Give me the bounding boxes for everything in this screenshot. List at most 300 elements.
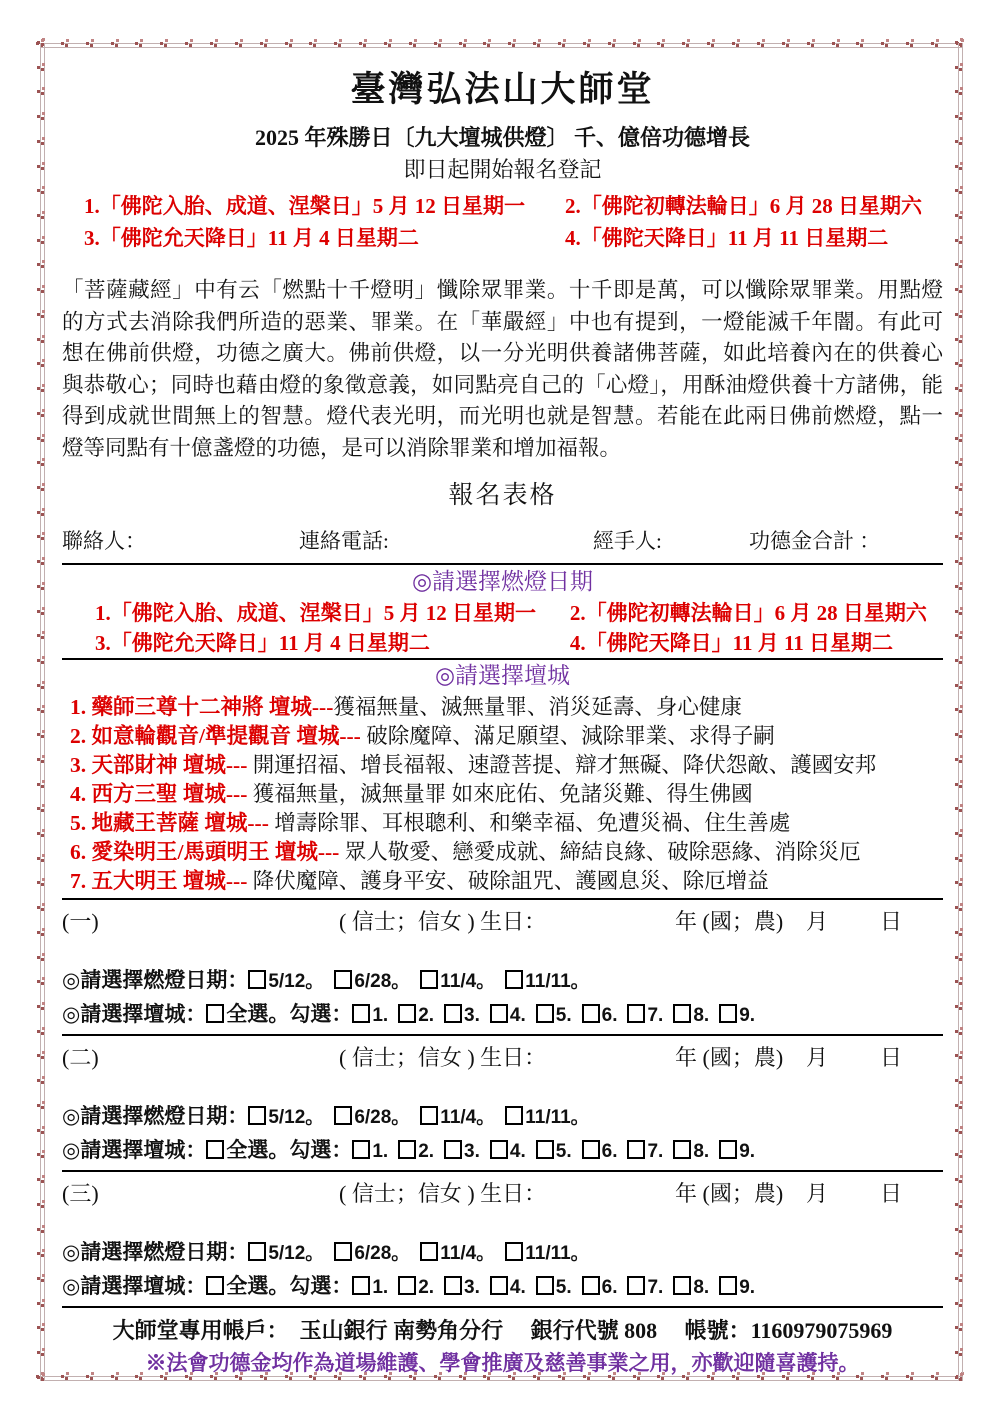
mandala-option-label: 9. bbox=[739, 1141, 756, 1162]
person-index: (三) bbox=[62, 1181, 99, 1206]
person-index: (一) bbox=[62, 909, 99, 934]
merit-usage-note: ※法會功德金均作為道場維護、學會推廣及慈善事業之用，亦歡迎隨喜護持。 bbox=[145, 1351, 860, 1375]
handler-label: 經手人: bbox=[593, 529, 662, 553]
mandala-benefits: 降伏魔障、護身平安、破除詛咒、護國息災、除厄增益 bbox=[247, 869, 769, 893]
floral-motif-icon bbox=[959, 1180, 962, 1183]
mandala-name: 6. 愛染明王/馬頭明王 壇城--- bbox=[70, 840, 340, 864]
lamp-dates-list-form bbox=[62, 598, 943, 658]
devotee-type-label: ( 信士；信女 ) 生日： bbox=[339, 1045, 547, 1070]
floral-motif-icon bbox=[811, 44, 814, 47]
person-index: (二) bbox=[62, 1045, 99, 1070]
mandala-choice-row bbox=[62, 1272, 943, 1302]
floral-motif-icon bbox=[41, 463, 44, 466]
select-all-label: 全選。勾選： bbox=[226, 1002, 353, 1026]
floral-motif-icon bbox=[786, 1377, 789, 1380]
floral-motif-icon bbox=[959, 439, 962, 442]
floral-motif-icon bbox=[289, 1377, 292, 1380]
floral-motif-icon bbox=[959, 241, 962, 244]
registrant-sections bbox=[62, 907, 943, 1308]
floral-motif-icon bbox=[959, 1304, 962, 1307]
floral-motif-icon bbox=[41, 661, 44, 664]
floral-motif-icon bbox=[41, 265, 44, 268]
floral-motif-icon bbox=[761, 44, 764, 47]
registration-open-line: 即日起開始報名登記 bbox=[403, 157, 602, 182]
checkbox[interactable] bbox=[673, 1276, 691, 1295]
checkbox[interactable] bbox=[420, 1106, 438, 1125]
mandala-option-label: 6. bbox=[601, 1005, 618, 1026]
floral-motif-icon bbox=[959, 315, 962, 318]
checkbox[interactable] bbox=[505, 1106, 523, 1125]
floral-motif-icon bbox=[959, 1032, 962, 1035]
checkbox[interactable] bbox=[352, 1140, 370, 1159]
floral-motif-icon bbox=[959, 1081, 962, 1084]
floral-motif-icon bbox=[90, 44, 93, 47]
mandala-item bbox=[70, 867, 943, 896]
year-label: 年 (國；農) bbox=[675, 1181, 784, 1206]
floral-motif-icon bbox=[959, 982, 962, 985]
floral-motif-icon bbox=[959, 488, 962, 491]
floral-motif-icon bbox=[239, 1377, 242, 1380]
checkbox[interactable] bbox=[505, 1242, 523, 1261]
floral-motif-icon bbox=[41, 834, 44, 837]
floral-motif-icon bbox=[836, 1377, 839, 1380]
floral-motif-icon bbox=[537, 1377, 540, 1380]
floral-motif-icon bbox=[338, 44, 341, 47]
checkbox[interactable] bbox=[334, 1106, 352, 1125]
mandala-option-label: 8. bbox=[693, 1005, 710, 1026]
checkbox[interactable] bbox=[444, 1004, 462, 1023]
checkbox[interactable] bbox=[398, 1276, 416, 1295]
lamp-option-label: 11/11。 bbox=[525, 1107, 590, 1128]
floral-motif-icon bbox=[164, 44, 167, 47]
floral-motif-icon bbox=[463, 44, 466, 47]
lamp-date: 2.「佛陀初轉法輪日」6 月 28 日星期六 bbox=[569, 601, 927, 625]
floral-motif-icon bbox=[313, 1377, 316, 1380]
floral-motif-icon bbox=[959, 760, 962, 763]
floral-motif-icon bbox=[214, 1377, 217, 1380]
floral-motif-icon bbox=[41, 43, 44, 46]
border-right bbox=[958, 43, 963, 1381]
floral-motif-icon bbox=[40, 44, 43, 47]
floral-motif-icon bbox=[487, 44, 490, 47]
lamp-date: 3.「佛陀允天降日」11 月 4 日星期二 bbox=[84, 226, 419, 250]
lamp-option-label: 11/4。 bbox=[440, 1107, 496, 1128]
checkbox[interactable] bbox=[248, 1242, 266, 1261]
floral-motif-icon bbox=[41, 883, 44, 886]
floral-motif-icon bbox=[959, 859, 962, 862]
floral-motif-icon bbox=[959, 636, 962, 639]
floral-motif-icon bbox=[959, 1378, 962, 1381]
floral-motif-icon bbox=[338, 1377, 341, 1380]
floral-motif-icon bbox=[41, 1254, 44, 1257]
floral-motif-icon bbox=[512, 1377, 515, 1380]
person-header-row bbox=[62, 907, 943, 937]
mandala-option-label: 2. bbox=[418, 1277, 435, 1298]
lamp-date: 4.「佛陀天降日」11 月 11 日星期二 bbox=[569, 631, 894, 655]
lamp-option-label: 11/4。 bbox=[440, 1243, 496, 1264]
floral-motif-icon bbox=[313, 44, 316, 47]
floral-motif-icon bbox=[959, 1353, 962, 1356]
checkbox[interactable] bbox=[398, 1140, 416, 1159]
mandala-name: 3. 天部財神 壇城--- bbox=[70, 753, 248, 777]
mandala-option-label: 7. bbox=[647, 1141, 664, 1162]
floral-motif-icon bbox=[959, 216, 962, 219]
mandala-name: 7. 五大明王 壇城--- bbox=[70, 869, 248, 893]
floral-motif-icon bbox=[959, 562, 962, 565]
floral-motif-icon bbox=[959, 1279, 962, 1282]
merit-total-label: 功德金合計 ： bbox=[749, 529, 881, 553]
lamp-option-label: 11/11。 bbox=[525, 971, 590, 992]
floral-motif-icon bbox=[959, 1230, 962, 1233]
month-label: 月 bbox=[806, 1045, 829, 1070]
checkbox[interactable] bbox=[719, 1004, 737, 1023]
floral-motif-icon bbox=[959, 908, 962, 911]
checkbox[interactable] bbox=[719, 1140, 737, 1159]
floral-motif-icon bbox=[512, 44, 515, 47]
floral-motif-icon bbox=[41, 1230, 44, 1233]
floral-motif-icon bbox=[959, 612, 962, 615]
mandala-option-label: 1. bbox=[372, 1141, 389, 1162]
floral-motif-icon bbox=[41, 439, 44, 442]
floral-motif-icon bbox=[41, 1081, 44, 1084]
floral-motif-icon bbox=[910, 1377, 913, 1380]
mandala-options bbox=[352, 1002, 765, 1026]
floral-motif-icon bbox=[438, 44, 441, 47]
floral-motif-icon bbox=[959, 414, 962, 417]
checkbox[interactable] bbox=[536, 1140, 554, 1159]
mandala-select-label: ◎請選擇壇城： bbox=[62, 1274, 207, 1298]
mandala-item bbox=[70, 780, 943, 809]
floral-motif-icon bbox=[264, 1377, 267, 1380]
lamp-date: 4.「佛陀天降日」11 月 11 日星期二 bbox=[565, 226, 889, 250]
floral-motif-icon bbox=[736, 44, 739, 47]
person-section bbox=[62, 907, 943, 1036]
floral-motif-icon bbox=[41, 1032, 44, 1035]
floral-motif-icon bbox=[959, 191, 962, 194]
floral-motif-icon bbox=[959, 43, 962, 46]
floral-motif-icon bbox=[959, 735, 962, 738]
floral-motif-icon bbox=[41, 1378, 44, 1381]
floral-motif-icon bbox=[41, 513, 44, 516]
floral-motif-icon bbox=[935, 44, 938, 47]
year-label: 年 (國；農) bbox=[675, 1045, 784, 1070]
document-content bbox=[62, 70, 943, 1377]
select-all-label: 全選。勾選： bbox=[226, 1138, 353, 1162]
form-title: 報名表格 bbox=[448, 482, 557, 509]
floral-motif-icon bbox=[885, 44, 888, 47]
mandala-name: 1. 藥師三尊十二神將 壇城--- bbox=[70, 695, 334, 719]
mandala-option-label: 5. bbox=[555, 1277, 572, 1298]
floral-motif-icon bbox=[41, 1205, 44, 1208]
floral-motif-icon bbox=[959, 92, 962, 95]
bank-account-line: 大師堂專用帳戶： 玉山銀行 南勢角分行 銀行代號 808 帳號：1160979075969 bbox=[112, 1318, 893, 1343]
contact-info-row bbox=[62, 526, 943, 556]
floral-motif-icon bbox=[761, 1377, 764, 1380]
floral-motif-icon bbox=[711, 1377, 714, 1380]
day-label: 日 bbox=[880, 1181, 903, 1206]
floral-motif-icon bbox=[959, 1131, 962, 1134]
lamp-date-choice-row bbox=[62, 966, 943, 996]
floral-motif-icon bbox=[587, 44, 590, 47]
floral-motif-icon bbox=[388, 1377, 391, 1380]
floral-motif-icon bbox=[41, 735, 44, 738]
divider bbox=[62, 1034, 943, 1036]
mandala-option-label: 5. bbox=[555, 1005, 572, 1026]
floral-motif-icon bbox=[41, 562, 44, 565]
floral-motif-icon bbox=[41, 1056, 44, 1059]
select-all-checkbox[interactable] bbox=[206, 1140, 224, 1159]
floral-motif-icon bbox=[562, 44, 565, 47]
floral-motif-icon bbox=[41, 537, 44, 540]
floral-motif-icon bbox=[41, 340, 44, 343]
floral-motif-icon bbox=[214, 44, 217, 47]
checkbox[interactable] bbox=[420, 970, 438, 989]
floral-motif-icon bbox=[959, 661, 962, 664]
floral-motif-icon bbox=[41, 710, 44, 713]
mandala-option-label: 3. bbox=[464, 1005, 480, 1026]
mandala-benefits: 破除魔障、滿足願望、減除罪業、求得子嗣 bbox=[360, 724, 775, 748]
checkbox[interactable] bbox=[248, 1106, 266, 1125]
floral-motif-icon bbox=[959, 389, 962, 392]
border-left bbox=[40, 43, 45, 1381]
floral-motif-icon bbox=[959, 290, 962, 293]
floral-motif-icon bbox=[959, 1328, 962, 1331]
lamp-option-label: 11/11。 bbox=[525, 1243, 590, 1264]
checkbox[interactable] bbox=[582, 1004, 600, 1023]
checkbox[interactable] bbox=[505, 970, 523, 989]
checkbox[interactable] bbox=[352, 1004, 370, 1023]
floral-motif-icon bbox=[959, 117, 962, 120]
person-header-row bbox=[62, 1179, 943, 1209]
floral-motif-icon bbox=[239, 44, 242, 47]
floral-motif-icon bbox=[41, 364, 44, 367]
checkbox[interactable] bbox=[627, 1004, 645, 1023]
lamp-option-label: 6/28。 bbox=[354, 971, 411, 992]
floral-motif-icon bbox=[661, 1377, 664, 1380]
mandala-option-label: 6. bbox=[601, 1277, 618, 1298]
lamp-options bbox=[248, 1104, 599, 1128]
lamp-select-label: ◎請選擇燃燈日期： bbox=[62, 1104, 249, 1128]
lamp-option-label: 5/12。 bbox=[268, 1243, 325, 1264]
floral-motif-icon bbox=[41, 908, 44, 911]
floral-motif-icon bbox=[41, 785, 44, 788]
person-header-row bbox=[62, 1043, 943, 1073]
mandala-list bbox=[62, 693, 943, 896]
divider bbox=[62, 1306, 943, 1308]
floral-motif-icon bbox=[289, 44, 292, 47]
mandala-choice-row bbox=[62, 1136, 943, 1166]
contact-phone-label: 連絡電話: bbox=[299, 529, 389, 553]
checkbox[interactable] bbox=[719, 1276, 737, 1295]
divider bbox=[62, 563, 943, 565]
floral-motif-icon bbox=[65, 44, 68, 47]
mandala-choice-row bbox=[62, 1000, 943, 1030]
mandala-select-label: ◎請選擇壇城： bbox=[62, 1138, 207, 1162]
event-subtitle: 2025 年殊勝日〔九大壇城供燈〕 千、億倍功德增長 bbox=[254, 125, 750, 150]
floral-motif-icon bbox=[612, 44, 615, 47]
floral-motif-icon bbox=[41, 1279, 44, 1282]
floral-motif-icon bbox=[959, 463, 962, 466]
floral-motif-icon bbox=[959, 68, 962, 71]
floral-motif-icon bbox=[41, 1106, 44, 1109]
lamp-option-label: 5/12。 bbox=[268, 971, 325, 992]
checkbox[interactable] bbox=[673, 1004, 691, 1023]
floral-motif-icon bbox=[41, 760, 44, 763]
floral-motif-icon bbox=[164, 1377, 167, 1380]
mandala-option-label: 4. bbox=[509, 1277, 526, 1298]
mandala-option-label: 7. bbox=[647, 1277, 664, 1298]
floral-motif-icon bbox=[413, 44, 416, 47]
intro-paragraph: 「菩薩藏經」中有云「燃點十千燈明」懺除眾罪業。十千即是萬，可以懺除眾罪業。用點燈的方式去消除我們所造的惡業、罪業。在「華嚴經」中也有提到，一燈能滅千年闇。有此可想在佛前供燈，功德之廣大。佛前供燈，以一分光明供養諸佛菩薩，如此培養內在的供養心與恭敬心；同時也藉由燈的象徵意義，如同點亮自己的「心燈」，用酥油燈供養十方諸佛，能得到成就世間無上的智慧。燈代表光明，而光明也就是智慧。若能在此兩日佛前燃燈，點一燈等同點有十億盞燈的功德，是可以消除罪業和增加福報。 bbox=[62, 278, 943, 460]
select-all-checkbox[interactable] bbox=[206, 1276, 224, 1295]
devotee-type-label: ( 信士；信女 ) 生日： bbox=[339, 1181, 547, 1206]
mandala-option-label: 4. bbox=[509, 1141, 526, 1162]
month-label: 月 bbox=[806, 1181, 829, 1206]
floral-motif-icon bbox=[41, 1304, 44, 1307]
checkbox[interactable] bbox=[398, 1004, 416, 1023]
floral-motif-icon bbox=[363, 44, 366, 47]
floral-motif-icon bbox=[959, 1007, 962, 1010]
floral-motif-icon bbox=[40, 1377, 43, 1380]
floral-motif-icon bbox=[661, 44, 664, 47]
checkbox[interactable] bbox=[582, 1276, 600, 1295]
checkbox[interactable] bbox=[582, 1140, 600, 1159]
floral-motif-icon bbox=[41, 587, 44, 590]
floral-motif-icon bbox=[959, 1106, 962, 1109]
floral-motif-icon bbox=[686, 1377, 689, 1380]
floral-motif-icon bbox=[41, 92, 44, 95]
lamp-option-label: 6/28。 bbox=[354, 1243, 411, 1264]
day-label: 日 bbox=[880, 1045, 903, 1070]
mandala-name: 5. 地藏王菩薩 壇城--- bbox=[70, 811, 269, 835]
select-all-checkbox[interactable] bbox=[206, 1004, 224, 1023]
floral-motif-icon bbox=[487, 1377, 490, 1380]
mandala-item bbox=[70, 751, 943, 780]
lamp-select-label: ◎請選擇燃燈日期： bbox=[62, 968, 249, 992]
checkbox[interactable] bbox=[627, 1140, 645, 1159]
mandala-option-label: 1. bbox=[372, 1277, 389, 1298]
lamp-date: 3.「佛陀允天降日」11 月 4 日星期二 bbox=[95, 631, 430, 655]
floral-motif-icon bbox=[959, 364, 962, 367]
floral-motif-icon bbox=[960, 1377, 963, 1380]
floral-motif-icon bbox=[885, 1377, 888, 1380]
checkbox[interactable] bbox=[490, 1276, 508, 1295]
checkbox[interactable] bbox=[536, 1276, 554, 1295]
floral-motif-icon bbox=[41, 612, 44, 615]
mandala-benefits: 獲福無量，滅無量罪 如來庇佑、免諸災難、得生佛國 bbox=[247, 782, 753, 806]
floral-motif-icon bbox=[860, 44, 863, 47]
checkbox[interactable] bbox=[420, 1242, 438, 1261]
floral-motif-icon bbox=[41, 636, 44, 639]
lamp-select-label: ◎請選擇燃燈日期： bbox=[62, 1240, 249, 1264]
floral-motif-icon bbox=[41, 488, 44, 491]
lamp-date: 2.「佛陀初轉法輪日」6 月 28 日星期六 bbox=[565, 194, 923, 218]
floral-motif-icon bbox=[537, 44, 540, 47]
floral-motif-icon bbox=[115, 1377, 118, 1380]
checkbox[interactable] bbox=[334, 1242, 352, 1261]
floral-motif-icon bbox=[959, 265, 962, 268]
mandala-option-label: 8. bbox=[693, 1277, 710, 1298]
floral-motif-icon bbox=[41, 1353, 44, 1356]
mandala-option-label: 4. bbox=[509, 1005, 526, 1026]
floral-motif-icon bbox=[463, 1377, 466, 1380]
lamp-options bbox=[248, 968, 599, 992]
floral-motif-icon bbox=[959, 340, 962, 343]
mandala-benefits: 眾人敬愛、戀愛成就、締結良緣、破除惡緣、消除災厄 bbox=[339, 840, 861, 864]
floral-motif-icon bbox=[711, 44, 714, 47]
floral-motif-icon bbox=[41, 142, 44, 145]
floral-motif-icon bbox=[41, 982, 44, 985]
devotee-type-label: ( 信士；信女 ) 生日： bbox=[339, 909, 547, 934]
floral-motif-icon bbox=[41, 216, 44, 219]
floral-motif-icon bbox=[959, 1155, 962, 1158]
border-top bbox=[40, 43, 963, 48]
select-lamp-date-header: ◎請選擇燃燈日期 bbox=[411, 569, 594, 594]
floral-motif-icon bbox=[959, 1205, 962, 1208]
month-label: 月 bbox=[806, 909, 829, 934]
floral-motif-icon bbox=[41, 191, 44, 194]
checkbox[interactable] bbox=[444, 1276, 462, 1295]
floral-motif-icon bbox=[189, 1377, 192, 1380]
floral-motif-icon bbox=[41, 167, 44, 170]
checkbox[interactable] bbox=[334, 970, 352, 989]
floral-motif-icon bbox=[139, 1377, 142, 1380]
floral-motif-icon bbox=[686, 44, 689, 47]
checkbox[interactable] bbox=[536, 1004, 554, 1023]
contact-person-label: 聯絡人： bbox=[62, 529, 146, 553]
year-label: 年 (國；農) bbox=[675, 909, 784, 934]
floral-motif-icon bbox=[41, 290, 44, 293]
floral-motif-icon bbox=[41, 686, 44, 689]
checkbox[interactable] bbox=[490, 1004, 508, 1023]
floral-motif-icon bbox=[41, 933, 44, 936]
lamp-date-choice-row bbox=[62, 1238, 943, 1268]
checkbox[interactable] bbox=[490, 1140, 508, 1159]
checkbox[interactable] bbox=[352, 1276, 370, 1295]
floral-motif-icon bbox=[41, 1328, 44, 1331]
floral-motif-icon bbox=[811, 1377, 814, 1380]
floral-motif-icon bbox=[959, 710, 962, 713]
floral-motif-icon bbox=[959, 933, 962, 936]
checkbox[interactable] bbox=[673, 1140, 691, 1159]
mandala-option-label: 7. bbox=[647, 1005, 664, 1026]
mandala-option-label: 9. bbox=[739, 1005, 756, 1026]
mandala-option-label: 1. bbox=[372, 1005, 389, 1026]
checkbox[interactable] bbox=[444, 1140, 462, 1159]
divider bbox=[62, 658, 943, 660]
floral-motif-icon bbox=[41, 315, 44, 318]
mandala-item bbox=[70, 722, 943, 751]
lamp-option-label: 11/4。 bbox=[440, 971, 496, 992]
floral-motif-icon bbox=[41, 117, 44, 120]
lamp-date: 1.「佛陀入胎、成道、涅槃日」5 月 12 日星期一 bbox=[95, 601, 536, 625]
floral-motif-icon bbox=[41, 859, 44, 862]
mandala-option-label: 6. bbox=[601, 1141, 618, 1162]
floral-motif-icon bbox=[41, 1155, 44, 1158]
floral-motif-icon bbox=[836, 44, 839, 47]
mandala-option-label: 5. bbox=[555, 1141, 572, 1162]
floral-motif-icon bbox=[959, 167, 962, 170]
floral-motif-icon bbox=[413, 1377, 416, 1380]
lamp-date-choice-row bbox=[62, 1102, 943, 1132]
divider bbox=[62, 1170, 943, 1172]
checkbox[interactable] bbox=[248, 970, 266, 989]
floral-motif-icon bbox=[959, 834, 962, 837]
floral-motif-icon bbox=[562, 1377, 565, 1380]
checkbox[interactable] bbox=[627, 1276, 645, 1295]
mandala-options bbox=[352, 1138, 765, 1162]
floral-motif-icon bbox=[90, 1377, 93, 1380]
